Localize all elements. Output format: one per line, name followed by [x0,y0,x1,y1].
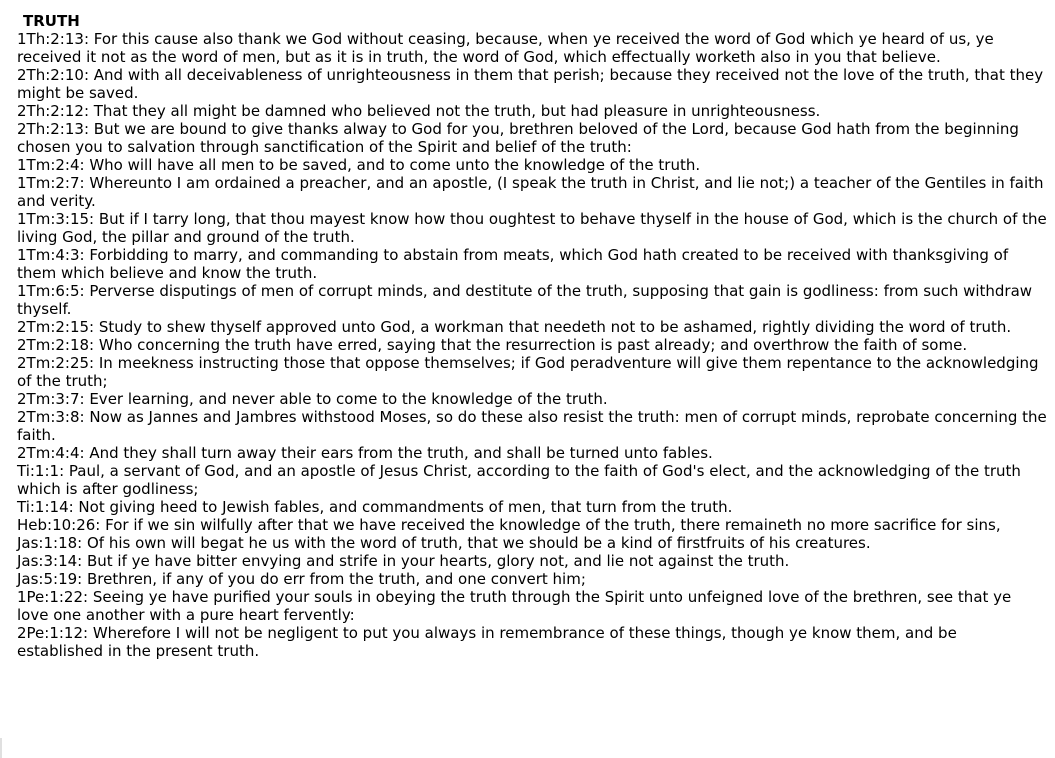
verse-item: 1Th:2:13: For this cause also thank we God without ceasing, because, when ye received the word of God which ye heard of us, ye received it not as the word of men, but as it is in truth, the word of God, which effectually worketh also in you that believe. [17,30,994,66]
verse-item: Jas:1:18: Of his own will begat he us with the word of truth, that we should be a kind of firstfruits of his creatures. [17,534,871,552]
verse-item: 1Tm:6:5: Perverse disputings of men of corrupt minds, and destitute of the truth, supposing that gain is godliness: from such withdraw thyself. [17,282,1033,318]
verse-list [17,30,1047,660]
verse-item: 1Tm:4:3: Forbidding to marry, and commanding to abstain from meats, which God hath created to be received with thanksgiving of them which believe and know the truth. [17,246,1009,282]
verse-item: 2Tm:3:8: Now as Jannes and Jambres withstood Moses, so do these also resist the truth: men of corrupt minds, reprobate concerning the faith. [17,408,1047,444]
verse-item: 1Pe:1:22: Seeing ye have purified your souls in obeying the truth through the Spirit unto unfeigned love of the brethren, see that ye love one another with a pure heart fervently: [17,588,1012,624]
verse-item: 2Tm:2:15: Study to shew thyself approved unto God, a workman that needeth not to be ashamed, rightly dividing the word of truth. [17,318,1012,336]
document-page [17,12,1047,660]
verse-item: 1Tm:2:4: Who will have all men to be saved, and to come unto the knowledge of the truth. [17,156,701,174]
verse-item: 2Pe:1:12: Wherefore I will not be negligent to put you always in remembrance of these things, though ye know them, and be established in the present truth. [17,624,957,660]
verse-item: 2Th:2:13: But we are bound to give thanks alway to God for you, brethren beloved of the Lord, because God hath from the beginning chosen you to salvation through sanctification of the Spirit and belief of the truth: [17,120,1019,156]
verse-item: 1Tm:2:7: Whereunto I am ordained a preacher, and an apostle, (I speak the truth in Christ, and lie not;) a teacher of the Gentiles in faith and verity. [17,174,1044,210]
verse-item: Jas:3:14: But if ye have bitter envying and strife in your hearts, glory not, and lie not against the truth. [17,552,790,570]
verse-item: Jas:5:19: Brethren, if any of you do err from the truth, and one convert him; [17,570,586,588]
verse-item: Ti:1:14: Not giving heed to Jewish fables, and commandments of men, that turn from the truth. [17,498,733,516]
verse-item: 2Th:2:12: That they all might be damned who believed not the truth, but had pleasure in unrighteousness. [17,102,821,120]
verse-item: 2Tm:4:4: And they shall turn away their ears from the truth, and shall be turned unto fables. [17,444,713,462]
page-title: TRUTH [23,12,80,30]
verse-item: Heb:10:26: For if we sin wilfully after that we have received the knowledge of the truth, there remaineth no more sacrifice for sins, [17,516,1001,534]
verse-item: Ti:1:1: Paul, a servant of God, and an apostle of Jesus Christ, according to the faith of God's elect, and the acknowledging of the truth which is after godliness; [17,462,1021,498]
verse-item: 1Tm:3:15: But if I tarry long, that thou mayest know how thou oughtest to behave thyself in the house of God, which is the church of the living God, the pillar and ground of the truth. [17,210,1047,246]
verse-item: 2Tm:2:25: In meekness instructing those that oppose themselves; if God peradventure will give them repentance to the acknowledging of the truth; [17,354,1039,390]
verse-item: 2Tm:3:7: Ever learning, and never able to come to the knowledge of the truth. [17,390,608,408]
verse-item: 2Tm:2:18: Who concerning the truth have erred, saying that the resurrection is past already; and overthrow the faith of some. [17,336,968,354]
verse-item: 2Th:2:10: And with all deceivableness of unrighteousness in them that perish; because they received not the love of the truth, that they might be saved. [17,66,1044,102]
page-edge-divider [0,738,2,758]
